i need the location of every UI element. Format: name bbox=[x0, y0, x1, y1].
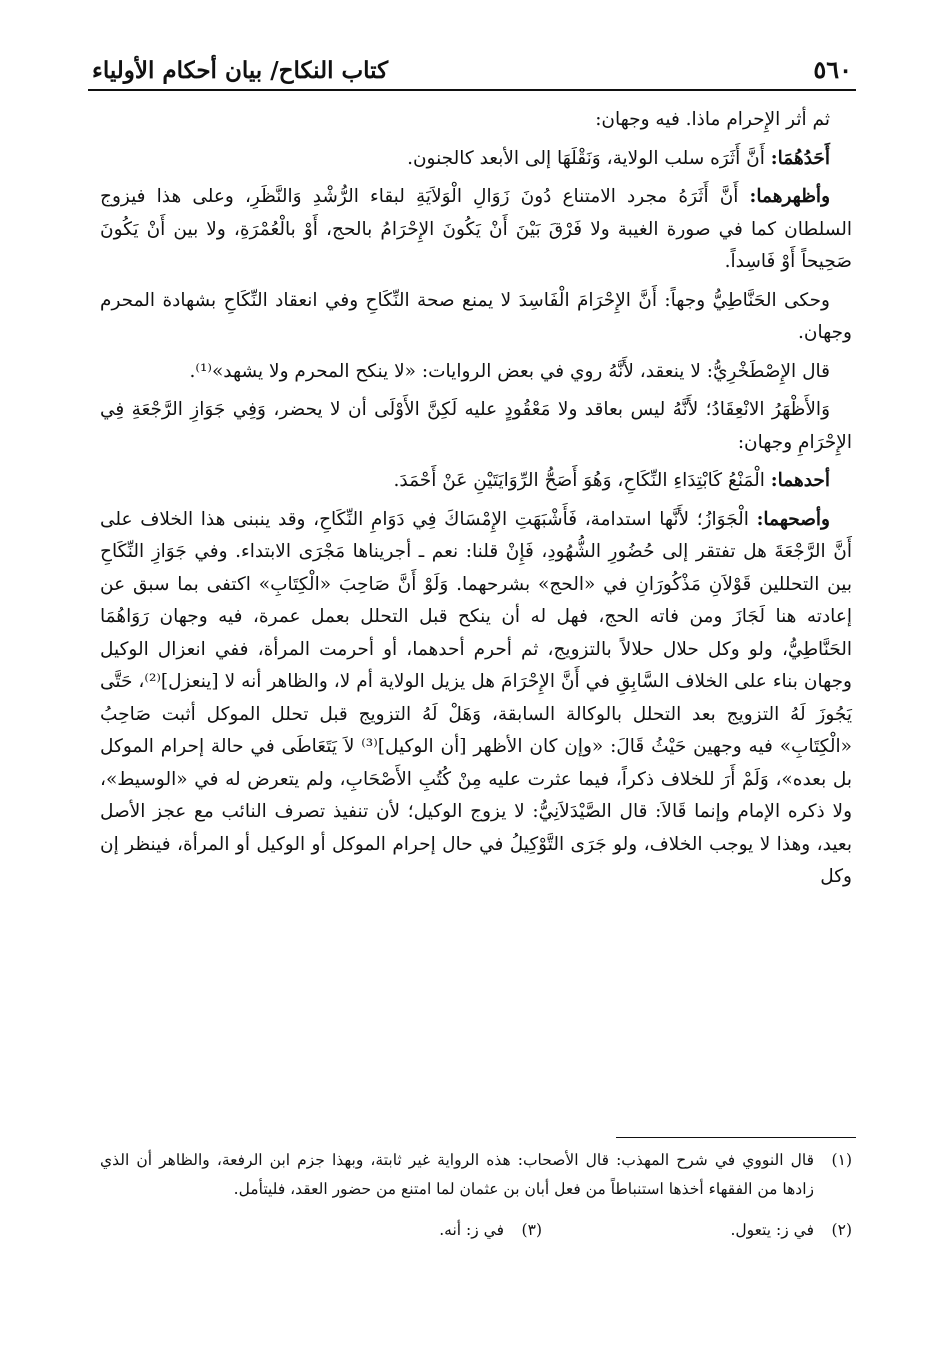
paragraph-text: الْجَوَازُ؛ لأَنَّها استدامة، فَأَشْبَهَتِ الإِمْسَاكَ فِي دَوَامِ النِّكَاحِ، وقد ينبنى هذا الخلاف على أَنَّ الرَّجْعَةَ هل تفتقر إلى حُضُورِ الشُّهُودِ، فَإِنْ قلنا: نعم ـ أجريناها مَجْرَى الابتداء. وفي جَوَازِ النِّكَاحِ بين التحللين قَوْلاَنِ مَذْكُورَانِ في «الحج» بشرحهما. وَلَوْ أَنَّ صَاحِبَ «الْكِتَابِ» اكتفى بما سبق عن إعادته هنا لَجَازَ ومن فاته الحج، فهل له أن ينكح قبل التحلل بعمل عمرة، فيه وجهان رَوَاهُمَا الحَنَّاطِيُّ، ولو وكل حلال حلالاً بالتزويج، ثم أحرم أحدهما، أو أحرمت المرأة، ففي انعزال الوكيل وجهان بناء على الخلاف السَّابِقِ في أَنَّ الإِحْرَامَ هل يزيل الولاية أم لا، والظاهر أنه لا [ينعزل]⁽²⁾، حَتَّى يَجُوزَ لَهُ التزويج بعد التحلل بالوكالة السابقة، وَهَلْ لَهُ التزويج قبل تحلل الموكل أثبت صَاحِبُ «الْكِتَابِ» فيه وجهين حَيْثُ قَالَ: «وإن كان الأظهر [أن الوكيل]⁽³⁾ لاَ يَتَعَاطَى في حالة إحرام الموكل بل بعده»، وَلَمْ أَرَ للخلاف ذكراً، فيما عثرت عليه مِنْ كُتُبِ الأَصْحَابِ، ولم يتعرض له في «الوسيط»، ولا ذكره الإمام وإنما قَالاَ: قال الصَّيْدَلاَنِيُّ: لا يزوج الوكيل؛ لأن تنفيذ تصرف النائب مع عجز الأصل بعيد، وهذا لا يوجب الخلاف، ولو جَرَى التَّوْكِيلُ في حال إحرام الموكل أو الوكيل أو المرأة، فينظر إن وكل bbox=[100, 508, 852, 887]
paragraph bbox=[100, 143, 852, 176]
paragraph bbox=[100, 504, 852, 894]
paragraph-text: أَنَّ أَثَرَهُ مجرد الامتناع دُونَ زَوَالِ الْوَلاَيَةِ لبقاء الرُّشْدِ وَالنَّظَرِ، وعلى هذا فيزوج السلطان كما في صورة الغيبة ولا فَرْقَ بَيْنَ أَنْ يَكُونَ الإِحْرَامُ بالحج، أَوْ بالْعُمْرَةِ، ولا بين أَنْ يَكُونَ صَحِيحاً أَوْ فَاسِداً. bbox=[100, 186, 852, 272]
main-text bbox=[100, 104, 852, 900]
page-number: ٥٦٠ bbox=[813, 55, 852, 84]
footnote-text: في ز: أنه. bbox=[439, 1221, 504, 1239]
footnote bbox=[232, 1216, 542, 1245]
paragraph-text: أَنَّ أَثَرَه سلب الولاية، وَنَقْلَهَا إلى الأبعد كالجنون. bbox=[407, 147, 771, 169]
header-divider bbox=[88, 89, 856, 91]
footnote-divider bbox=[616, 1137, 856, 1138]
paragraph-text: وَالأَظْهَرُ الانْعِقَادُ؛ لأَنَّهُ ليس بعاقد ولا مَعْقُودٍ عليه لَكِنَّ الأَوْلَى أن لا يحضر، وَفِي جَوَازِ الرَّجْعَةِ فِي الإِحْرَامِ وجهان: bbox=[100, 399, 852, 453]
footnote bbox=[542, 1216, 852, 1245]
paragraph bbox=[100, 356, 852, 389]
footnote bbox=[100, 1146, 852, 1204]
footnote-number: (١) bbox=[831, 1151, 852, 1169]
running-title: كتاب النكاح/ بيان أحكام الأولياء bbox=[92, 57, 389, 84]
paragraph-text: ثم أثر الإِحرام ماذا. فيه وجهان: bbox=[595, 109, 830, 130]
paragraph bbox=[100, 465, 852, 498]
paragraph-lead: وأصحهما: bbox=[756, 508, 830, 530]
footnotes bbox=[100, 1146, 852, 1245]
paragraph-text: قال الإِصْطَخْرِيُّ: لا ينعقد، لأَنَّهُ روي في بعض الروايات: «لا ينكح المحرم ولا يشهد»⁽¹⁾. bbox=[189, 360, 830, 382]
footnote-text: في ز: يتعول. bbox=[730, 1221, 814, 1239]
footnote-row bbox=[100, 1216, 852, 1245]
paragraph-text: الْمَنْعُ كَابْتِدَاءِ النِّكَاحِ، وَهُوَ أَصَحُّ الرِّوَايَتَيْنِ عَنْ أَحْمَدَ. bbox=[393, 470, 771, 491]
paragraph bbox=[100, 104, 852, 137]
paragraph-lead: أحدهما: bbox=[770, 470, 830, 491]
paragraph bbox=[100, 394, 852, 459]
footnote-text: قال النووي في شرح المهذب: قال الأصحاب: هذه الرواية غير ثابتة، وبهذا جزم ابن الرفعة، والظاهر أن الذي زادها من الفقهاء أخذها استنباطاً من فعل أبان بن عثمان لما امتنع من حضور العقد، فليتأمل. bbox=[100, 1151, 814, 1198]
paragraph-lead: وأظهرهما: bbox=[749, 186, 830, 207]
footnote-number: (٣) bbox=[521, 1221, 542, 1239]
paragraph bbox=[100, 285, 852, 350]
page-header bbox=[92, 44, 852, 84]
footnote-number: (٢) bbox=[831, 1221, 852, 1239]
paragraph bbox=[100, 181, 852, 279]
paragraph-lead: أَحَدُهُمَا: bbox=[770, 147, 830, 169]
paragraph-text: وحكى الحَنَّاطِيُّ وجهاً: أَنَّ الإِحْرَامَ الْفَاسِدَ لا يمنع صحة النِّكَاحِ وفي انعقاد النِّكَاحِ بشهادة المحرم وجهان. bbox=[100, 289, 852, 343]
